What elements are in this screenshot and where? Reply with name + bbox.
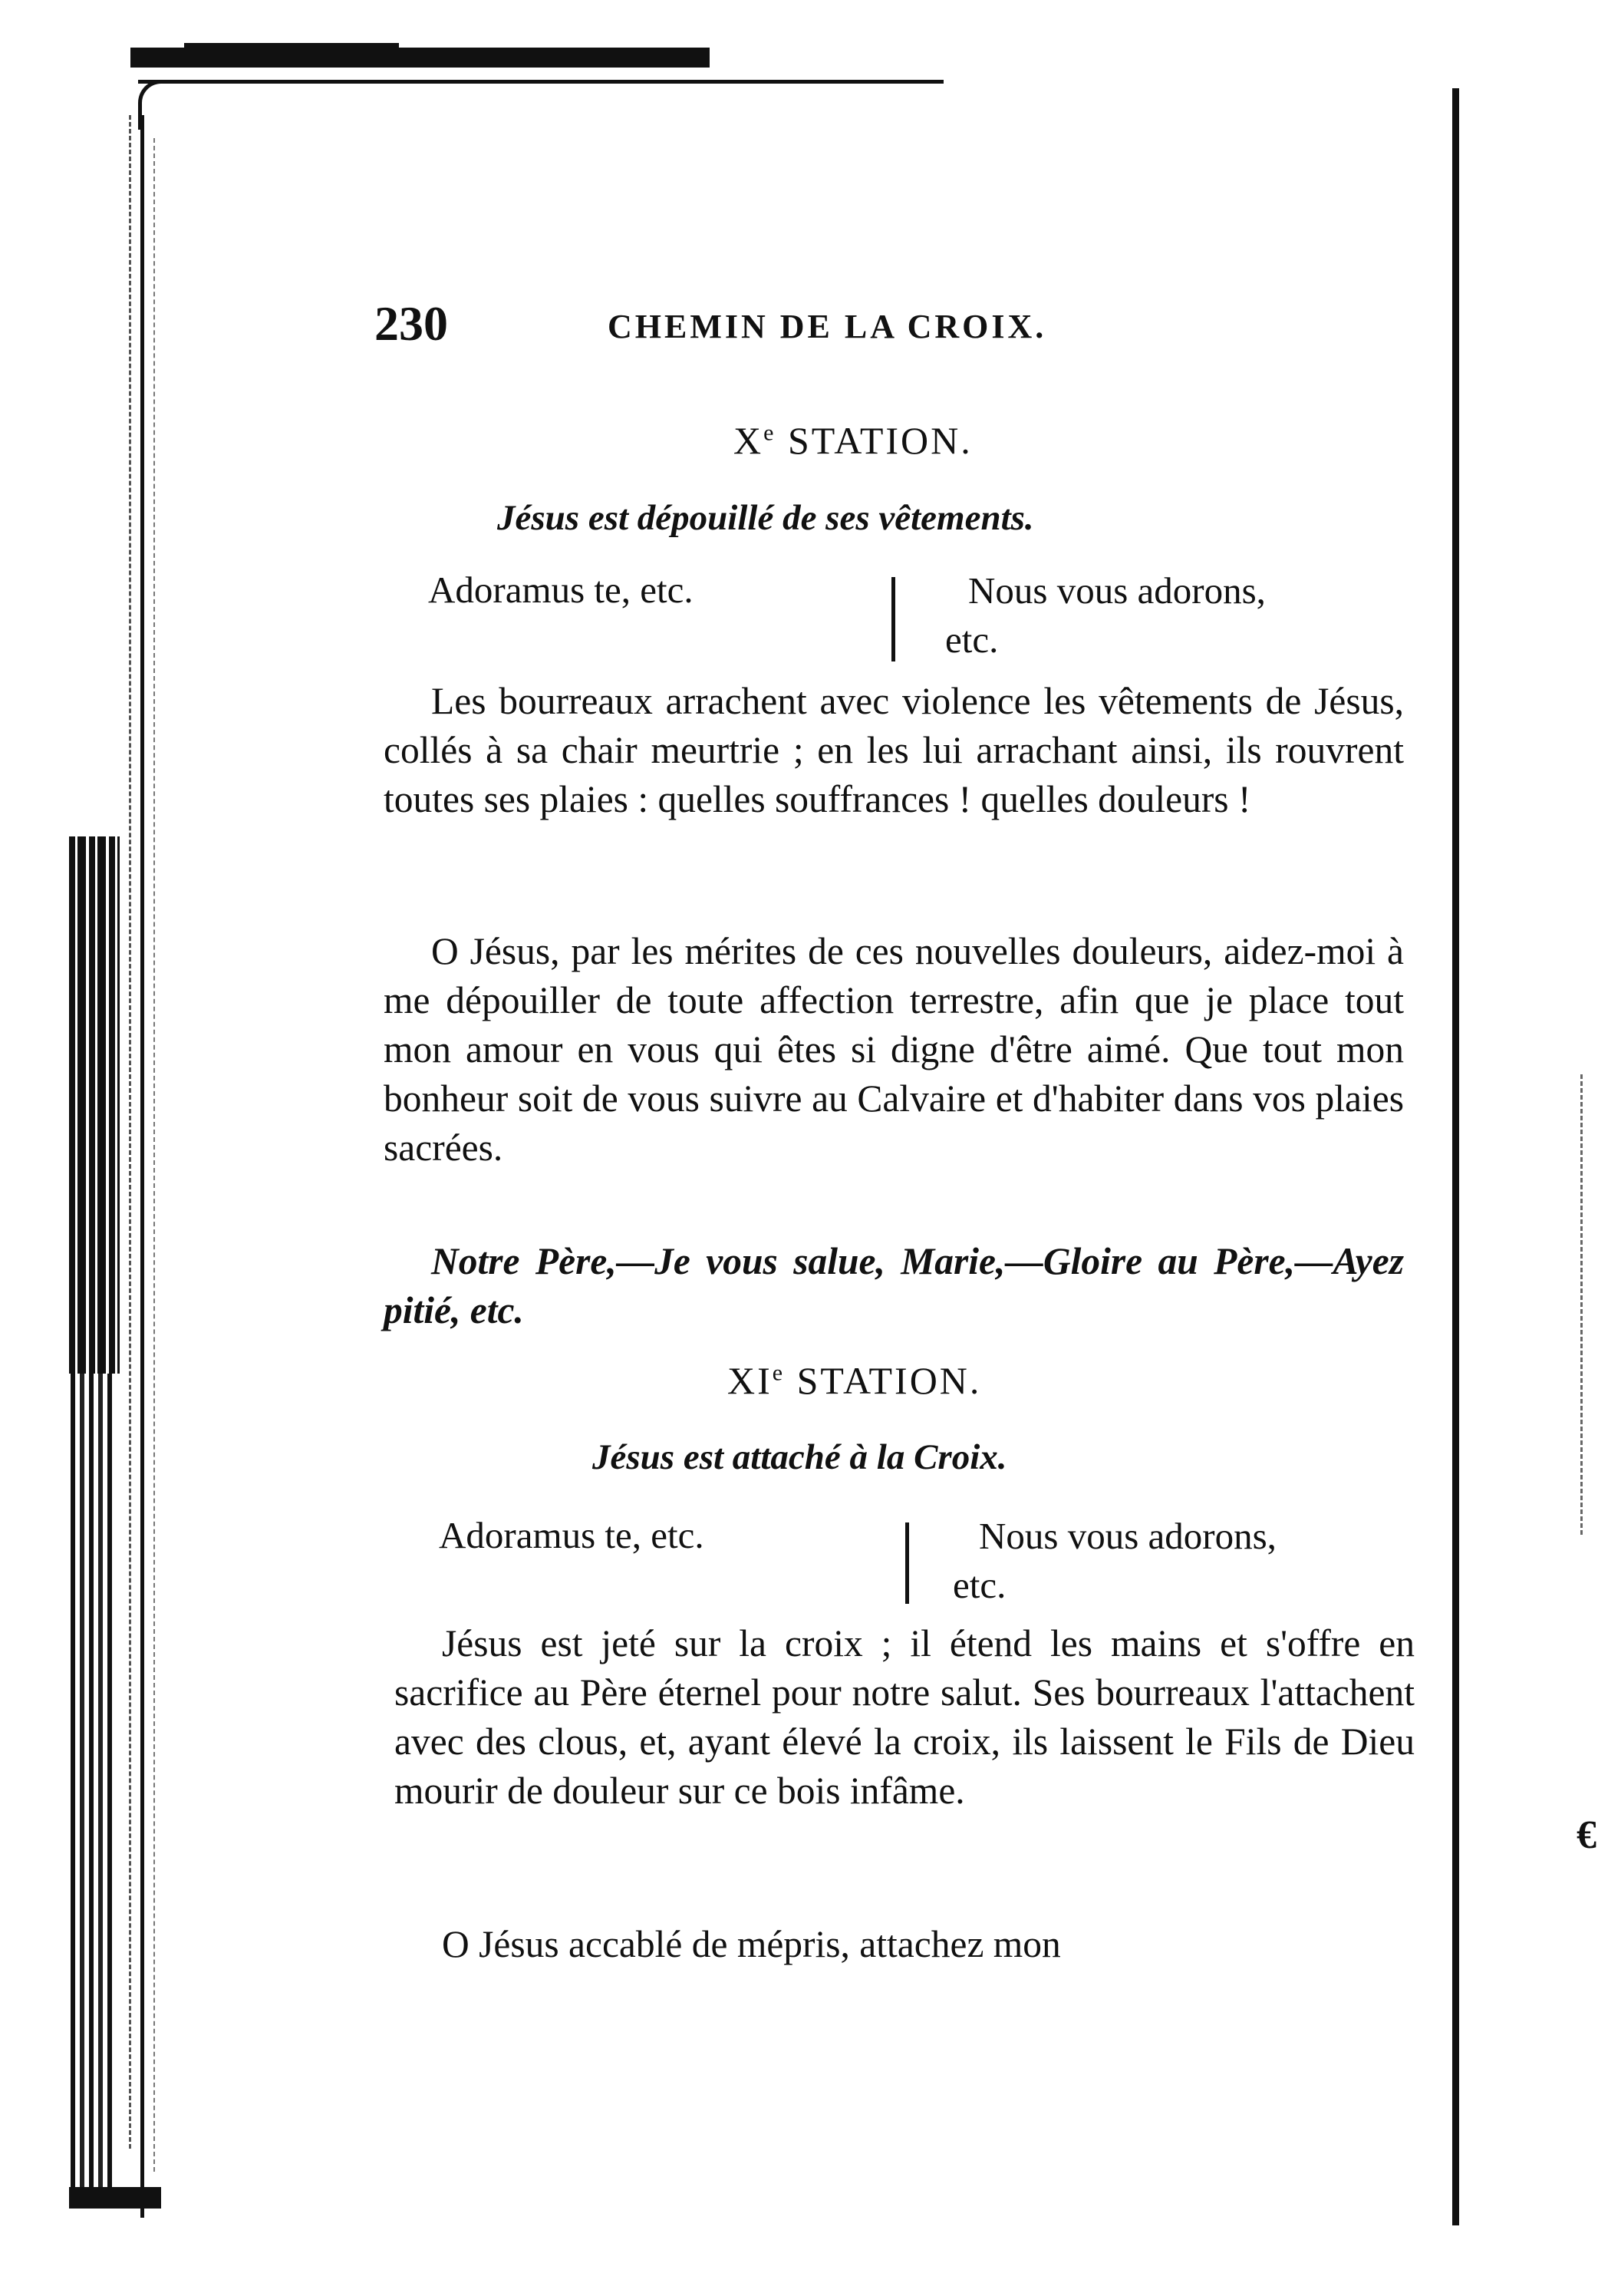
prayer-paragraph: O Jésus accablé de mépris, attachez mon (442, 1923, 1061, 1965)
response-divider (905, 1522, 909, 1604)
meditation-paragraph: Les bourreaux arrachent avec violence les vêtements de Jésus, collés à sa chair meurtrie ; en les lui arrachant ainsi, ils rouvrent toutes ses plaies : quelles souffrances ! quelles douleurs ! (384, 680, 1404, 820)
station-numeral: XI (727, 1359, 773, 1402)
scan-artifact-left-dash-inner (153, 138, 155, 2172)
station-numeral: X (733, 419, 764, 462)
response-french: Nous vous adorons, (968, 569, 1266, 612)
response-french: Nous vous adorons, (979, 1515, 1277, 1557)
page-frame-corner (138, 80, 188, 130)
response-french-cont: etc. (953, 1564, 1007, 1606)
book-binding-edge (69, 836, 120, 1374)
station-superscript: e (763, 420, 776, 446)
response-latin: Adoramus te, etc. (439, 1514, 704, 1556)
page-frame-top (138, 80, 944, 84)
page-number: 230 (374, 296, 448, 351)
station-label: STATION. (796, 1359, 982, 1402)
station-superscript: e (772, 1360, 786, 1386)
closing-prayers: Notre Père,—Je vous salue, Marie,—Gloire au Père,—Ayez pitié, etc. (384, 1240, 1404, 1331)
scan-artifact-right-dash (1580, 1074, 1583, 1535)
book-binding-edge-lower (71, 1374, 117, 2195)
meditation-paragraph: Jésus est jeté sur la croix ; il étend les mains et s'offre en sacrifice au Père éternel pour notre salut. Ses bourreaux l'attachent avec des clous, et, ayant élevé la croix, ils laissent le Fils de Dieu mourir de douleur sur ce bois infâme. (394, 1622, 1415, 1812)
running-title: CHEMIN DE LA CROIX. (608, 308, 1047, 345)
page-frame-right (1452, 88, 1459, 2225)
scan-artifact-left-dash (129, 115, 131, 2149)
scan-artifact-top-bar (130, 48, 710, 68)
response-divider (891, 577, 895, 661)
response-french-cont: etc. (945, 619, 999, 661)
margin-mark: € (1577, 1813, 1596, 1857)
prayer-paragraph: O Jésus, par les mérites de ces nouvelles douleurs, aidez-moi à me dépouiller de toute affection terrestre, afin que je place tout mon amour en vous qui êtes si digne d'être aimé. Que tout mon bonheur soit de vous suivre au Calvaire et d'habiter dans vos plaies sacrées. (384, 930, 1404, 1169)
book-binding-foot (69, 2187, 161, 2209)
response-latin: Adoramus te, etc. (428, 569, 694, 611)
station-label: STATION. (787, 419, 973, 462)
station-subtitle: Jésus est attaché à la Croix. (592, 1437, 1007, 1477)
station-title (727, 1358, 981, 1403)
page-frame-left (140, 115, 144, 2218)
station-title (733, 418, 973, 463)
station-subtitle: Jésus est dépouillé de ses vêtements. (497, 498, 1034, 538)
